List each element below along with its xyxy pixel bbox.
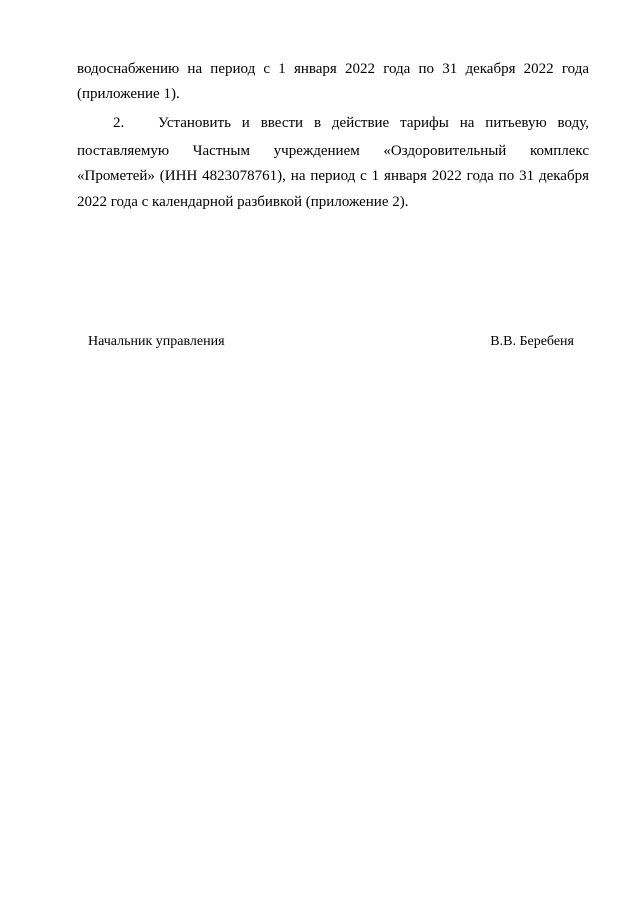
signature-name: В.В. Беребеня — [490, 334, 574, 349]
paragraph-2-line-2: поставляемую Частным учреждением «Оздоровительный комплекс — [77, 143, 589, 159]
paragraph-2-line-1 — [113, 114, 589, 132]
paragraph-1-line-2: (приложение 1). — [77, 86, 180, 102]
paragraph-2-number: 2. — [113, 115, 125, 131]
paragraph-2-line-3: «Прометей» (ИНН 4823078761), на период с 1 января 2022 года по 31 декабря — [77, 168, 589, 184]
paragraph-2-line-4: 2022 года с календарной разбивкой (приложение 2). — [77, 194, 409, 210]
signature-position: Начальник управления — [88, 334, 225, 349]
paragraph-2-line-1-text: Установить и ввести в действие тарифы на питьевую воду, — [158, 115, 589, 131]
paragraph-1-line-1: водоснабжению на период с 1 января 2022 года по 31 декабря 2022 года — [77, 61, 589, 77]
